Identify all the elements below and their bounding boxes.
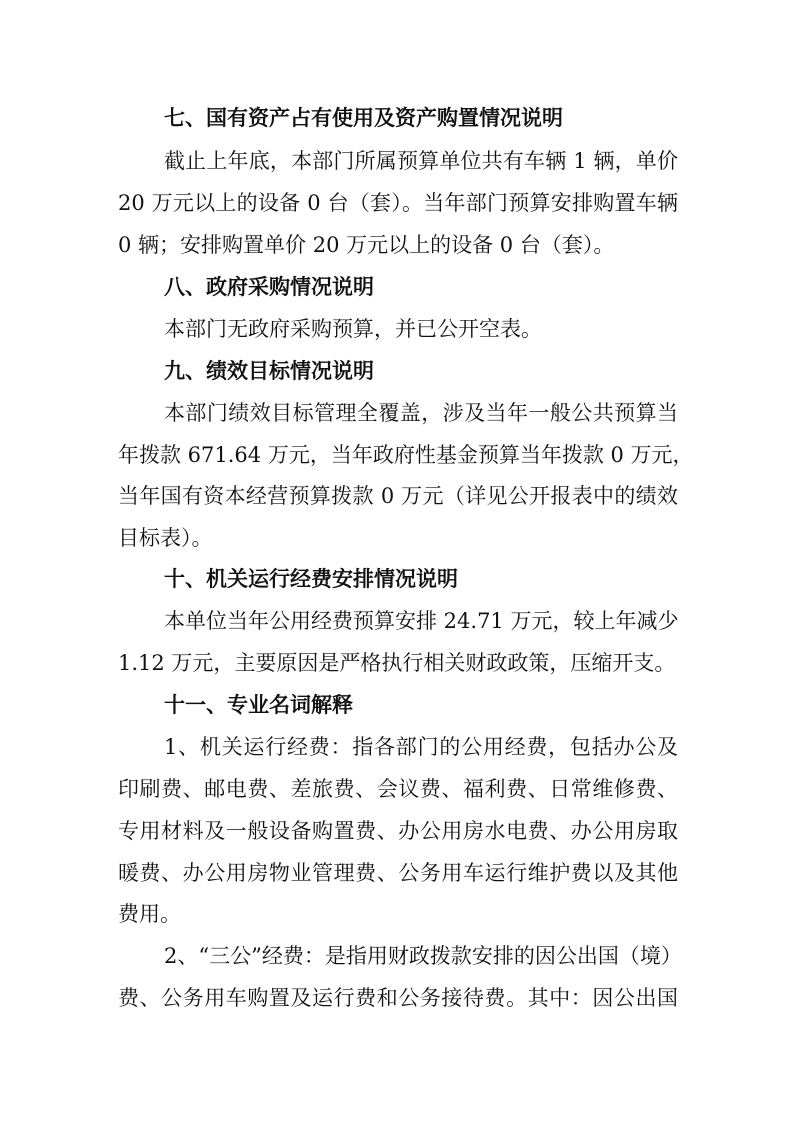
section-7-line-3: 0 辆；安排购置单价 20 万元以上的设备 0 台（套）。 — [118, 233, 615, 257]
section-8-line-1: 本部门无政府采购预算，并已公开空表。 — [164, 317, 542, 341]
definition-2-line-2: 费、公务用车购置及运行费和公务接待费。其中：因公出国 — [118, 986, 678, 1010]
section-7-line-1: 截止上年底，本部门所属预算单位共有车辆 1 辆，单价 — [164, 149, 678, 173]
section-9-line-4: 目标表）。 — [118, 526, 213, 550]
definition-1-line-4: 暖费、办公用房物业管理费、公务用车运行维护费以及其他 — [118, 861, 678, 885]
definition-1-line-2: 印刷费、邮电费、差旅费、会议费、福利费、日常维修费、 — [118, 777, 678, 801]
section-7-heading: 七、国有资产占有使用及资产购置情况说明 — [164, 106, 563, 130]
section-10-heading: 十、机关运行经费安排情况说明 — [164, 567, 458, 591]
section-9-line-1: 本部门绩效目标管理全覆盖，涉及当年一般公共预算当 — [164, 401, 678, 425]
section-9-heading: 九、绩效目标情况说明 — [164, 359, 374, 383]
section-7-line-2: 20 万元以上的设备 0 台（套）。当年部门预算安排购置车辆 — [118, 191, 678, 215]
definition-1-line-5: 费用。 — [118, 902, 181, 926]
definition-1-line-1: 1、机关运行经费：指各部门的公用经费，包括办公及 — [164, 735, 678, 759]
section-9-line-3: 当年国有资本经营预算拨款 0 万元（详见公开报表中的绩效 — [118, 484, 678, 508]
definition-2-line-1: 2、“三公”经费：是指用财政拨款安排的因公出国（境） — [164, 944, 682, 968]
section-10-line-1: 本单位当年公用经费预算安排 24.71 万元，较上年减少 — [164, 609, 679, 633]
definition-1-line-3: 专用材料及一般设备购置费、办公用房水电费、办公用房取 — [118, 819, 678, 843]
section-10-line-2: 1.12 万元，主要原因是严格执行相关财政政策，压缩开支。 — [118, 651, 676, 675]
section-9-line-2: 年拨款 671.64 万元，当年政府性基金预算当年拨款 0 万元， — [118, 443, 694, 467]
section-8-heading: 八、政府采购情况说明 — [164, 275, 374, 299]
section-11-heading: 十一、专业名词解释 — [164, 693, 353, 717]
